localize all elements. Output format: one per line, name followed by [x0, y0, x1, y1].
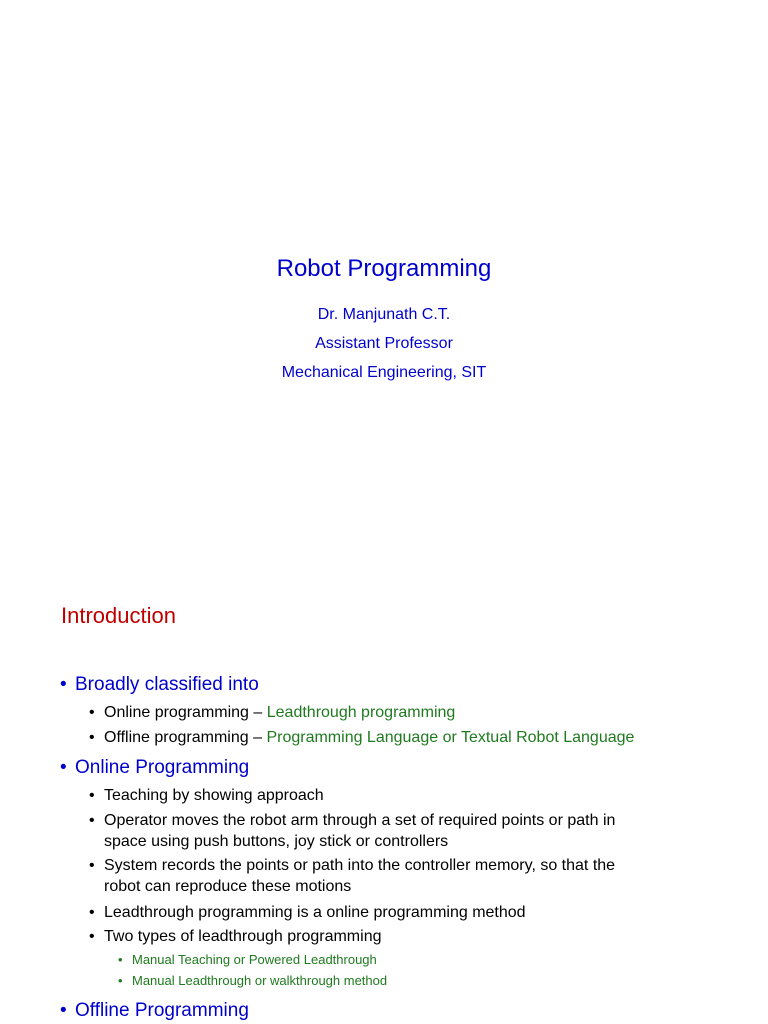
- bullet-text: Online programming –: [104, 704, 267, 721]
- bullet-text-line2: robot can reproduce these motions: [104, 878, 352, 895]
- bullet-highlight: Programming Language or Textual Robot Language: [266, 729, 635, 746]
- bullet-icon: •: [89, 904, 95, 921]
- bullet-icon: •: [60, 757, 67, 778]
- bullet-text: Manual Leadthrough or walkthrough method: [132, 973, 388, 988]
- bullet-icon: •: [89, 928, 95, 945]
- bullet-icon: •: [89, 729, 95, 746]
- bullet-icon: •: [60, 1000, 67, 1021]
- bullet-icon: •: [89, 704, 95, 721]
- bullet-text: Manual Teaching or Powered Leadthrough: [132, 952, 377, 967]
- bullet-text: Teaching by showing approach: [104, 787, 324, 804]
- bullet-text: Leadthrough programming is a online programming method: [104, 904, 526, 921]
- bullet-icon: •: [89, 787, 95, 804]
- bullet-text-line1: System records the points or path into the controller memory, so that the: [104, 857, 616, 874]
- author-department: Mechanical Engineering, SIT: [281, 364, 487, 381]
- section-heading: Introduction: [61, 603, 176, 628]
- author-name: Dr. Manjunath C.T.: [317, 306, 451, 323]
- bullet-icon: •: [118, 973, 123, 988]
- bullet-icon: •: [60, 674, 67, 695]
- bullet-text: Offline programming –: [104, 729, 267, 746]
- bullet-text: Two types of leadthrough programming: [104, 928, 382, 945]
- slide-title: Robot Programming: [276, 255, 492, 282]
- author-position: Assistant Professor: [315, 335, 453, 352]
- bullet-highlight: Leadthrough programming: [266, 704, 456, 721]
- bullet-icon: •: [89, 857, 95, 874]
- bullet-icon: •: [118, 952, 123, 967]
- bullet-text: Offline Programming: [75, 1000, 249, 1021]
- bullet-icon: •: [89, 812, 95, 829]
- bullet-text-line2: space using push buttons, joy stick or controllers: [104, 833, 449, 850]
- bullet-text-line1: Operator moves the robot arm through a set of required points or path in: [104, 812, 616, 829]
- bullet-text: Online Programming: [75, 757, 250, 778]
- bullet-text: Broadly classified into: [75, 674, 259, 695]
- introduction-slide: [0, 576, 768, 1024]
